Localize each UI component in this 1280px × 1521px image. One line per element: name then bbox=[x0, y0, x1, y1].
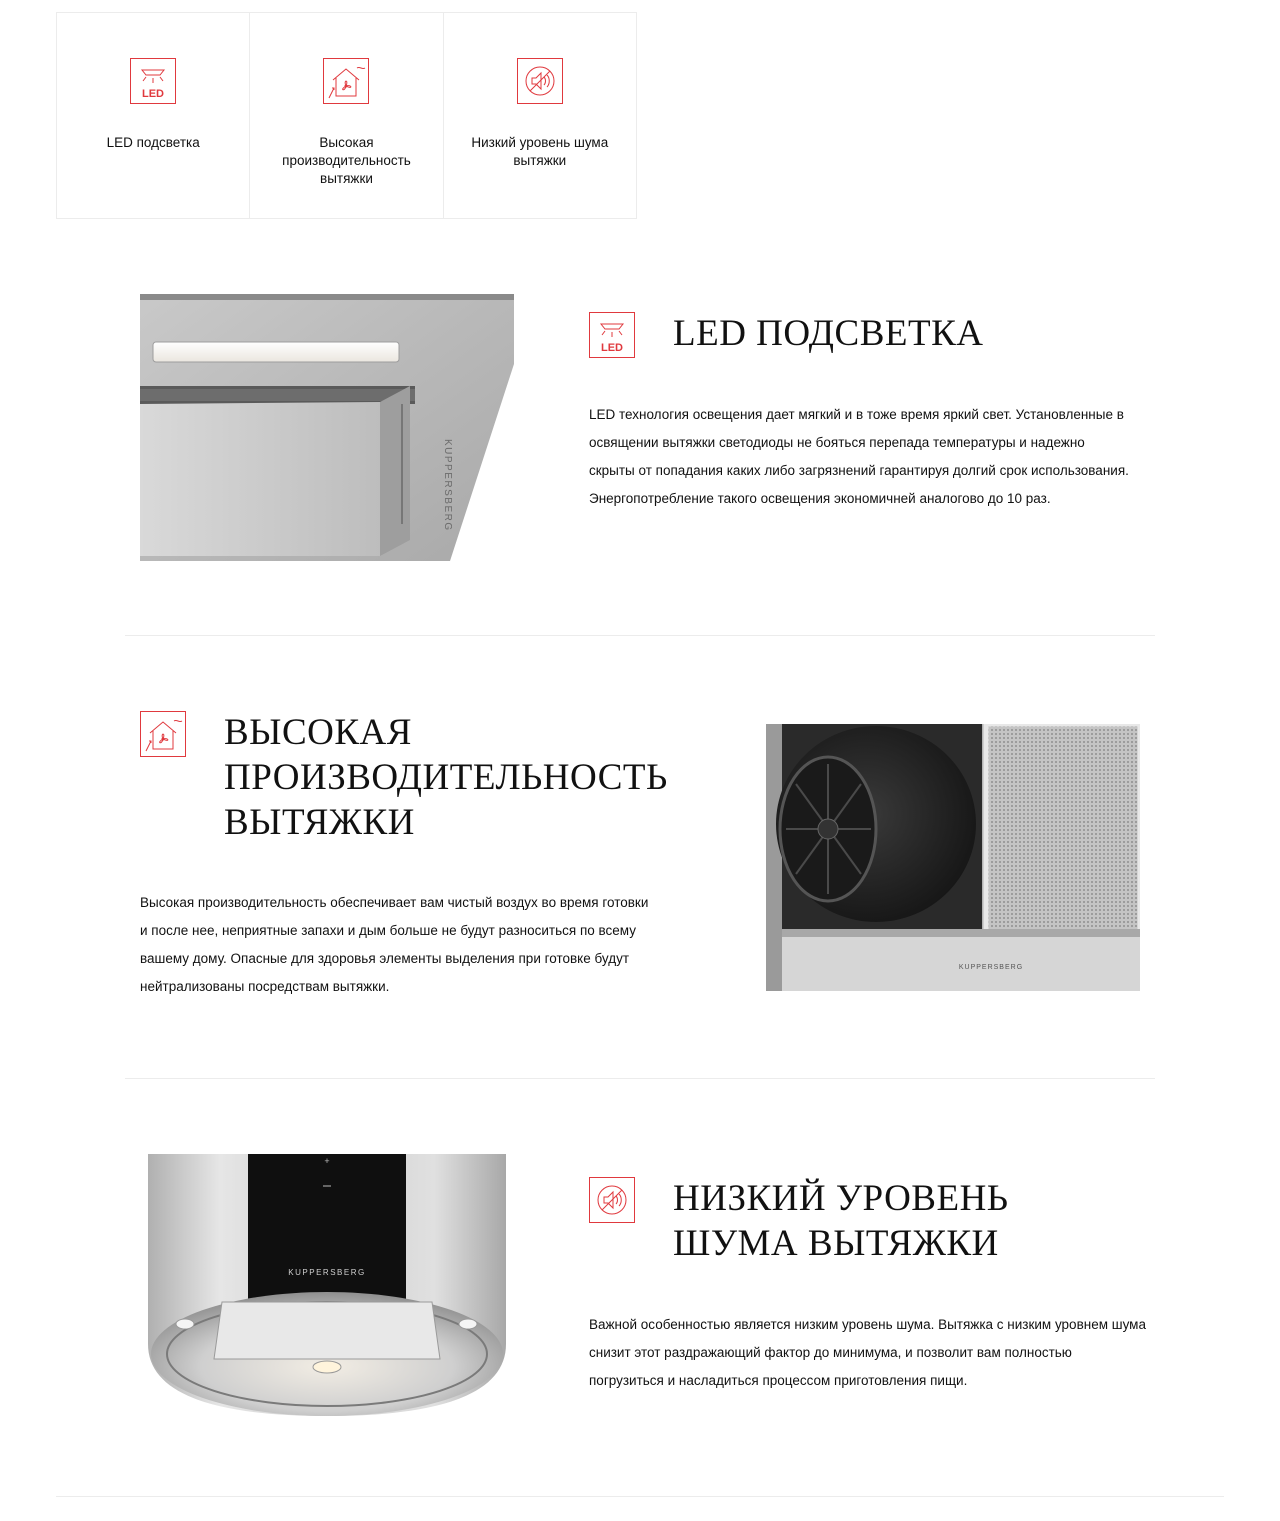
feature-card-label: Низкий уровень шума вытяжки bbox=[471, 135, 609, 168]
section-divider bbox=[125, 1078, 1155, 1079]
section-title-led: LED ПОДСВЕТКА bbox=[673, 313, 984, 354]
section-text-power: Высокая производительность обеспечивает вам чистый воздух во время готовки и после нее, неприятные запахи и дым больше не будут разноситься по всему вашему дому. Опасные для здоровья элементы выделения при готовке будут нейтрализованы посредствам вытяжки. bbox=[140, 895, 649, 994]
led-icon bbox=[589, 312, 635, 358]
feature-card-noise[interactable] bbox=[444, 13, 636, 218]
section-text-led: LED технология освещения дает мягкий и в тоже время яркий свет. Установленные в освящении вытяжки светодиоды не бояться перепада температуры и надежно скрыты от попадания каких либо загрязнений гарантируя долгий срок использования. Энергопотребление такого освещения экономичней аналогово до 10 раз. bbox=[589, 407, 1129, 506]
led-icon bbox=[130, 58, 176, 104]
page-bottom-divider bbox=[56, 1496, 1224, 1497]
svg-text:KUPPERSBERG: KUPPERSBERG bbox=[958, 964, 1024, 971]
svg-text:LED: LED bbox=[601, 342, 623, 354]
section-title-noise: НИЗКИЙ УРОВЕНЬ ШУМА ВЫТЯЖКИ bbox=[673, 1178, 1009, 1264]
led-hood-photo bbox=[140, 294, 514, 561]
feature-card-power[interactable] bbox=[250, 13, 443, 218]
section-title-power: ВЫСОКАЯ ПРОИЗВОДИТЕЛЬНОСТЬ ВЫТЯЖКИ bbox=[224, 712, 668, 843]
svg-text:KUPPERSBERG: KUPPERSBERG bbox=[288, 1268, 366, 1277]
mute-icon bbox=[517, 58, 563, 104]
round-hood-photo bbox=[140, 1154, 514, 1421]
fan-house-icon bbox=[140, 711, 186, 757]
feature-cards bbox=[56, 12, 637, 219]
fan-house-icon bbox=[323, 58, 369, 104]
feature-card-label: LED подсветка bbox=[106, 135, 200, 150]
svg-text:+: + bbox=[324, 1156, 330, 1166]
mute-icon bbox=[589, 1177, 635, 1223]
svg-text:LED: LED bbox=[142, 88, 165, 100]
feature-card-label: Высокая производительность вытяжки bbox=[282, 135, 411, 186]
fan-motor-photo bbox=[766, 724, 1140, 991]
section-text-noise: Важной особенностью является низким уровень шума. Вытяжка с низким уровнем шума снизит этот раздражающий фактор до минимума, и позволит вам полностью погрузиться и насладиться процессом приготовления пищи. bbox=[589, 1317, 1146, 1388]
svg-text:KUPPERSBERG: KUPPERSBERG bbox=[442, 439, 453, 532]
section-divider bbox=[125, 635, 1155, 636]
feature-card-led[interactable] bbox=[57, 13, 250, 218]
